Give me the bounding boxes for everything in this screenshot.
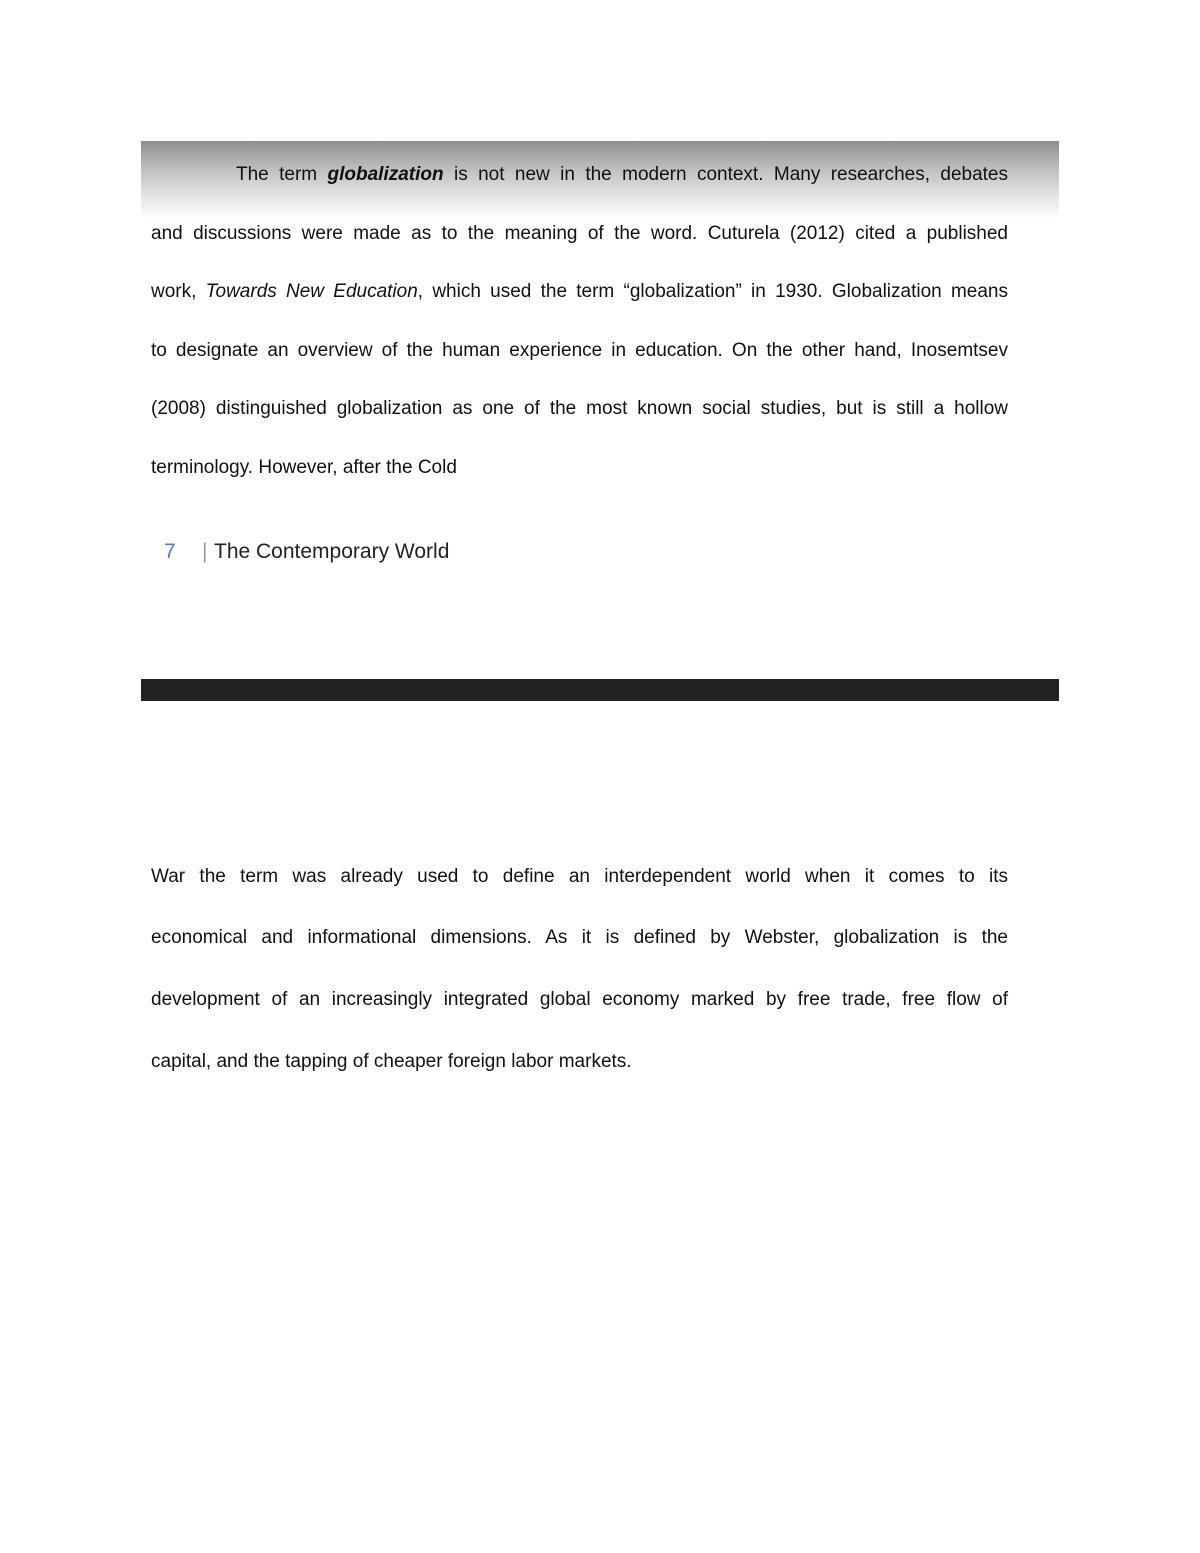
paragraph-line-5: (2008) distinguished globalization as one of the most known social studies, but is still a hollow xyxy=(151,398,1008,419)
continuation-line-2: economical and informational dimensions. As it is defined by Webster, globalization is the xyxy=(151,927,1008,948)
line-1-part-1: The term xyxy=(236,164,328,185)
page-break-bar xyxy=(141,679,1059,701)
continuation-line-3: development of an increasingly integrated global economy marked by free trade, free flow of xyxy=(151,989,1008,1010)
footer-separator: | xyxy=(202,540,208,563)
paragraph-line-4: to designate an overview of the human experience in education. On the other hand, Inosemtsev xyxy=(151,340,1008,361)
footer-title: The Contemporary World xyxy=(214,540,450,563)
paragraph-line-6: terminology. However, after the Cold xyxy=(151,457,457,478)
continuation-line-4: capital, and the tapping of cheaper foreign labor markets. xyxy=(151,1051,632,1072)
paragraph-line-3 xyxy=(151,281,1008,303)
cited-work-title: Towards New Education xyxy=(205,281,418,302)
continuation-line-1: War the term was already used to define an interdependent world when it comes to its xyxy=(151,866,1008,887)
line-1-part-3: is not new in the modern context. Many researches, debates xyxy=(443,164,1008,185)
emphasized-term: globalization xyxy=(327,164,444,185)
page-number: 7 xyxy=(164,540,176,563)
line-3-part-3: , which used the term “globalization” in 1930. Globalization means xyxy=(417,281,1008,302)
paragraph-line-2: and discussions were made as to the meaning of the word. Cuturela (2012) cited a published xyxy=(151,223,1008,244)
line-3-part-1: work, xyxy=(151,281,206,302)
paragraph-line-1 xyxy=(151,164,1008,186)
